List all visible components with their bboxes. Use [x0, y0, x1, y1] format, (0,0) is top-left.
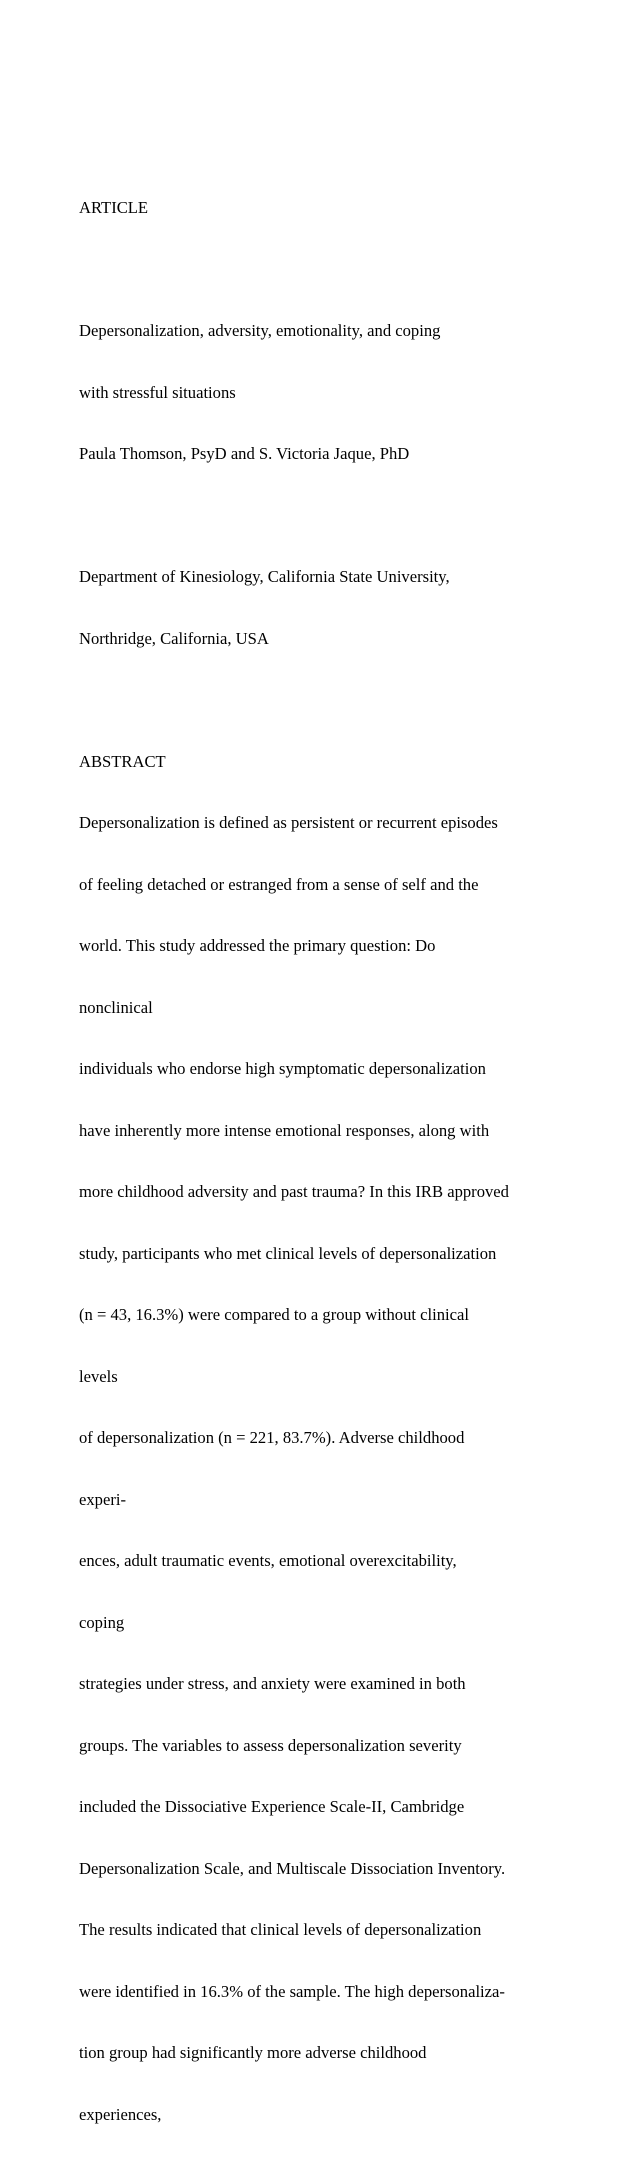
abstract-line: Depersonalization Scale, and Multiscale Dissociation Inventory. — [79, 1858, 506, 1878]
abstract-line: Depersonalization is defined as persistent or recurrent episodes — [79, 813, 498, 832]
abstract-line: have inherently more intense emotional responses, along with — [79, 1120, 490, 1140]
abstract-line: ences, adult traumatic events, emotional overexcitability, — [79, 1551, 457, 1570]
abstract-heading: ABSTRACT — [79, 751, 166, 771]
title-line: with stressful situations — [79, 382, 236, 402]
abstract-line: tion group had significantly more adverse childhood — [79, 2043, 427, 2062]
abstract-line: more childhood adversity and past trauma? In this IRB approved — [79, 1182, 509, 1201]
abstract-line: groups. The variables to assess depersonalization severity — [79, 1735, 462, 1755]
abstract-line: world. This study addressed the primary question: Do — [79, 936, 436, 955]
abstract-line: experi- — [79, 1489, 126, 1509]
title-line: Depersonalization, adversity, emotionality, and coping — [79, 321, 441, 340]
abstract-line: of depersonalization (n = 221, 83.7%). Adverse childhood — [79, 1428, 465, 1447]
abstract-line: included the Dissociative Experience Scale-II, Cambridge — [79, 1797, 465, 1816]
abstract-line: individuals who endorse high symptomatic depersonalization — [79, 1059, 486, 1078]
abstract-line: The results indicated that clinical levels of depersonalization — [79, 1920, 482, 1939]
abstract-line: levels — [79, 1366, 118, 1386]
article-text — [79, 157, 624, 2166]
section-label: ARTICLE — [79, 198, 149, 217]
abstract-line: of feeling detached or estranged from a sense of self and the — [79, 874, 479, 894]
abstract-line: coping — [79, 1612, 125, 1632]
abstract-line: strategies under stress, and anxiety were examined in both — [79, 1674, 466, 1693]
abstract-line: (n = 43, 16.3%) were compared to a group without clinical — [79, 1305, 469, 1324]
affiliation-line: Department of Kinesiology, California State University, — [79, 567, 450, 586]
authors: Paula Thomson, PsyD and S. Victoria Jaque, PhD — [79, 444, 410, 463]
abstract-line: study, participants who met clinical levels of depersonalization — [79, 1243, 497, 1263]
abstract-line: were identified in 16.3% of the sample. The high depersonaliza- — [79, 1981, 505, 2001]
spacer — [79, 260, 624, 281]
abstract-line: experiences, — [79, 2104, 162, 2124]
spacer — [79, 506, 624, 527]
spacer — [79, 690, 624, 711]
affiliation-line: Northridge, California, USA — [79, 628, 269, 648]
abstract-line: nonclinical — [79, 997, 153, 1017]
